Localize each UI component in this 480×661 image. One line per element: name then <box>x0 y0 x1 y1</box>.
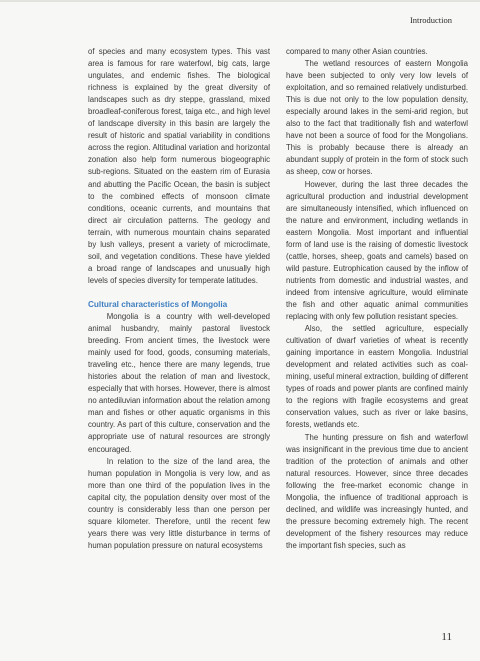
body-paragraph: Also, the settled agriculture, especially cultivation of dwarf varieties of wheat is recently gaining importance in eastern Mongolia. Industrial development and related activities such as coal-mining, useful mineral extraction, building of different types of roads and power plants are confined mainly to the regions with fragile ecosystems and great conservation values, such as river or lake basins, forests, wetlands etc. <box>286 324 468 430</box>
body-paragraph: The hunting pressure on fish and waterfowl was insignificant in the previous time due to ancient tradition of the protection of animals and other natural resources. However, since three decades following the free-market economic change in Mongolia, the influence of traditional approach is declined, and wildlife was increasingly hunted, and the pressure becoming extremely high. The recent development of the fishery resources may reduce the important fish species, such as <box>286 432 468 550</box>
body-paragraph: The wetland resources of eastern Mongolia have been subjected to only very low levels of exploitation, and so remained relatively undisturbed. This is due not only to the low population density, especially around lakes in the semi-arid region, but also to the fact that traditionally fish and waterfowl have not been a source of food for the Mongolians. This is probably because there is already an abundant supply of protein in the form of stock such as sheep, cow or horses. <box>286 59 468 177</box>
body-paragraph: However, during the last three decades the agricultural production and industrial development are simultaneously intensified, which influenced on the nature and environment, including wetlands in eastern Mongolia. Most important and influential form of land use is the raising of domestic livestock (cattle, horses, sheep, goats and camels) based on wild pasture. Eutrophication caused by the inflow of nutrients from domestic and industrial wastes, and indeed from intensive agriculture, would eliminate the fish and other aquatic animal communities replacing with only few pollution resistant species. <box>286 179 468 322</box>
running-head: Introduction <box>409 15 452 25</box>
header-rule <box>0 0 480 2</box>
body-paragraph: Mongolia is a country with well-developed animal husbandry, mainly pastoral livestock breeding. From ancient times, the livestock were mainly used for food, goods, consuming materials, traveling etc., hence there are many legends, true histories about the relation of man and livestock, especially that with horses. However, there is almost no antediluvian information about the relation among man and fishes or other aquatic organisms in this country. As part of this culture, conservation and the appropriate use of natural resources are strongly encouraged. <box>88 311 270 454</box>
body-paragraph: of species and many ecosystem types. This vast area is famous for rare waterfowl, big cats, large ungulates, and endemic fishes. The biological richness is explained by the great diversity of landscapes such as dry steppe, grassland, mixed broadleaf-coniferous forest, taiga etc., and high level of landscape diversity in this basin are largely the result of historic and spatial variability in conditions across the region. Altitudinal variation and horizontal zonation also help form numerous biogeographic sub-regions. Situated on the eastern rim of Eurasia and abutting the Pacific Ocean, the basin is subject to the combined effects of monsoon climate conditions, oceanic currents, and mountains that direct air circulation patterns. The geology and terrain, with numerous mountain chains separated by lush valleys, present a variety of microclimate, soil, and vegetation conditions. These have yielded a broad range of landscapes and unusually high levels of species diversity for temperate latitudes. <box>88 47 270 285</box>
left-column <box>88 46 270 552</box>
body-paragraph: compared to many other Asian countries. <box>286 47 428 56</box>
right-column <box>286 46 468 552</box>
page-number: 11 <box>441 631 452 643</box>
section-heading: Cultural characteristics of Mongolia <box>88 299 228 309</box>
body-paragraph: In relation to the size of the land area, the human population in Mongolia is very low, and as more than one third of the population lives in the capital city, the population density over most of the country is considerably less than one person per square kilometer. Therefore, until the recent few years there was very little disturbance in terms of human population pressure on natural ecosystems <box>88 456 270 550</box>
